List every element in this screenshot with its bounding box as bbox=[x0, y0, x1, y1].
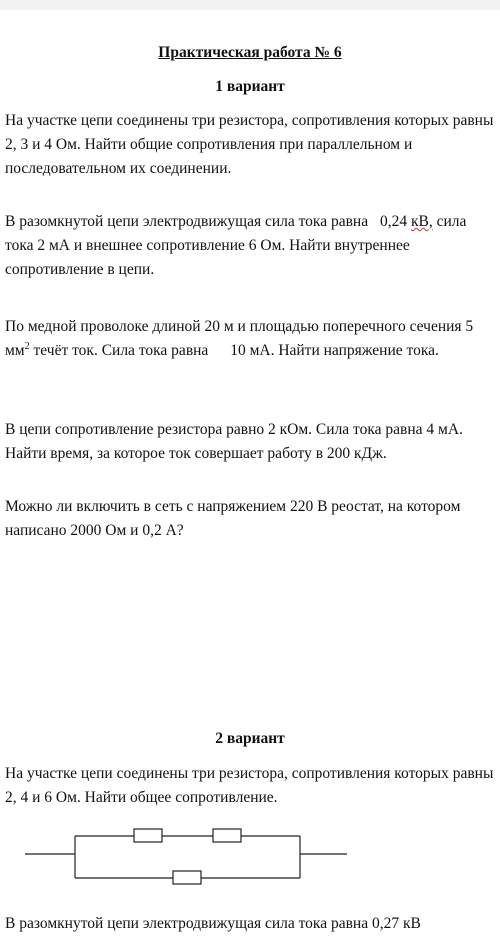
variant-1-task-3: По медной проволоке длиной 20 м и площадью поперечного сечения 5 $мм^2$ течёт ток. Сила тока равна 10 мА. Найти напряжение тока. bbox=[5, 318, 474, 359]
resistor-1 bbox=[134, 829, 162, 842]
circuit-diagram bbox=[0, 820, 500, 890]
variant-1-task-2: В разомкнутой цепи электродвижущая сила тока равна 0,24 кВ, сила тока 2 мА и внешнее сопротивление 6 Ом. Найти внутреннее сопротивление в цепи. bbox=[5, 213, 467, 278]
variant-2-task-1: На участке цепи соединены три резистора, сопротивления которых равны 2, 4 и 6 Ом. Найти общее сопротивление. bbox=[5, 765, 494, 806]
page-title: Практическая работа № 6 bbox=[158, 44, 342, 61]
resistor-3 bbox=[173, 871, 201, 884]
variant-1-task-5: Можно ли включить в сеть с напряжением 220 В реостат, на котором написано 2000 Ом и 0,2 А? bbox=[5, 498, 461, 539]
variant-1-task-1: На участке цепи соединены три резистора, сопротивления которых равны 2, 3 и 4 Ом. Найти общие сопротивления при параллельном и последовательном их соединении. bbox=[5, 112, 494, 177]
resistor-2 bbox=[213, 829, 241, 842]
variant-1-task-4: В цепи сопротивление резистора равно 2 кОм. Сила тока равна 4 мА. Найти время, за которое ток совершает работу в 200 кДж. bbox=[5, 421, 463, 462]
variant-2-task-2-partial: В разомкнутой цепи электродвижущая сила тока равна 0,27 кВ bbox=[5, 915, 421, 932]
variant-1-heading: 1 вариант bbox=[215, 78, 285, 95]
variant-2-heading: 2 вариант bbox=[215, 730, 285, 747]
